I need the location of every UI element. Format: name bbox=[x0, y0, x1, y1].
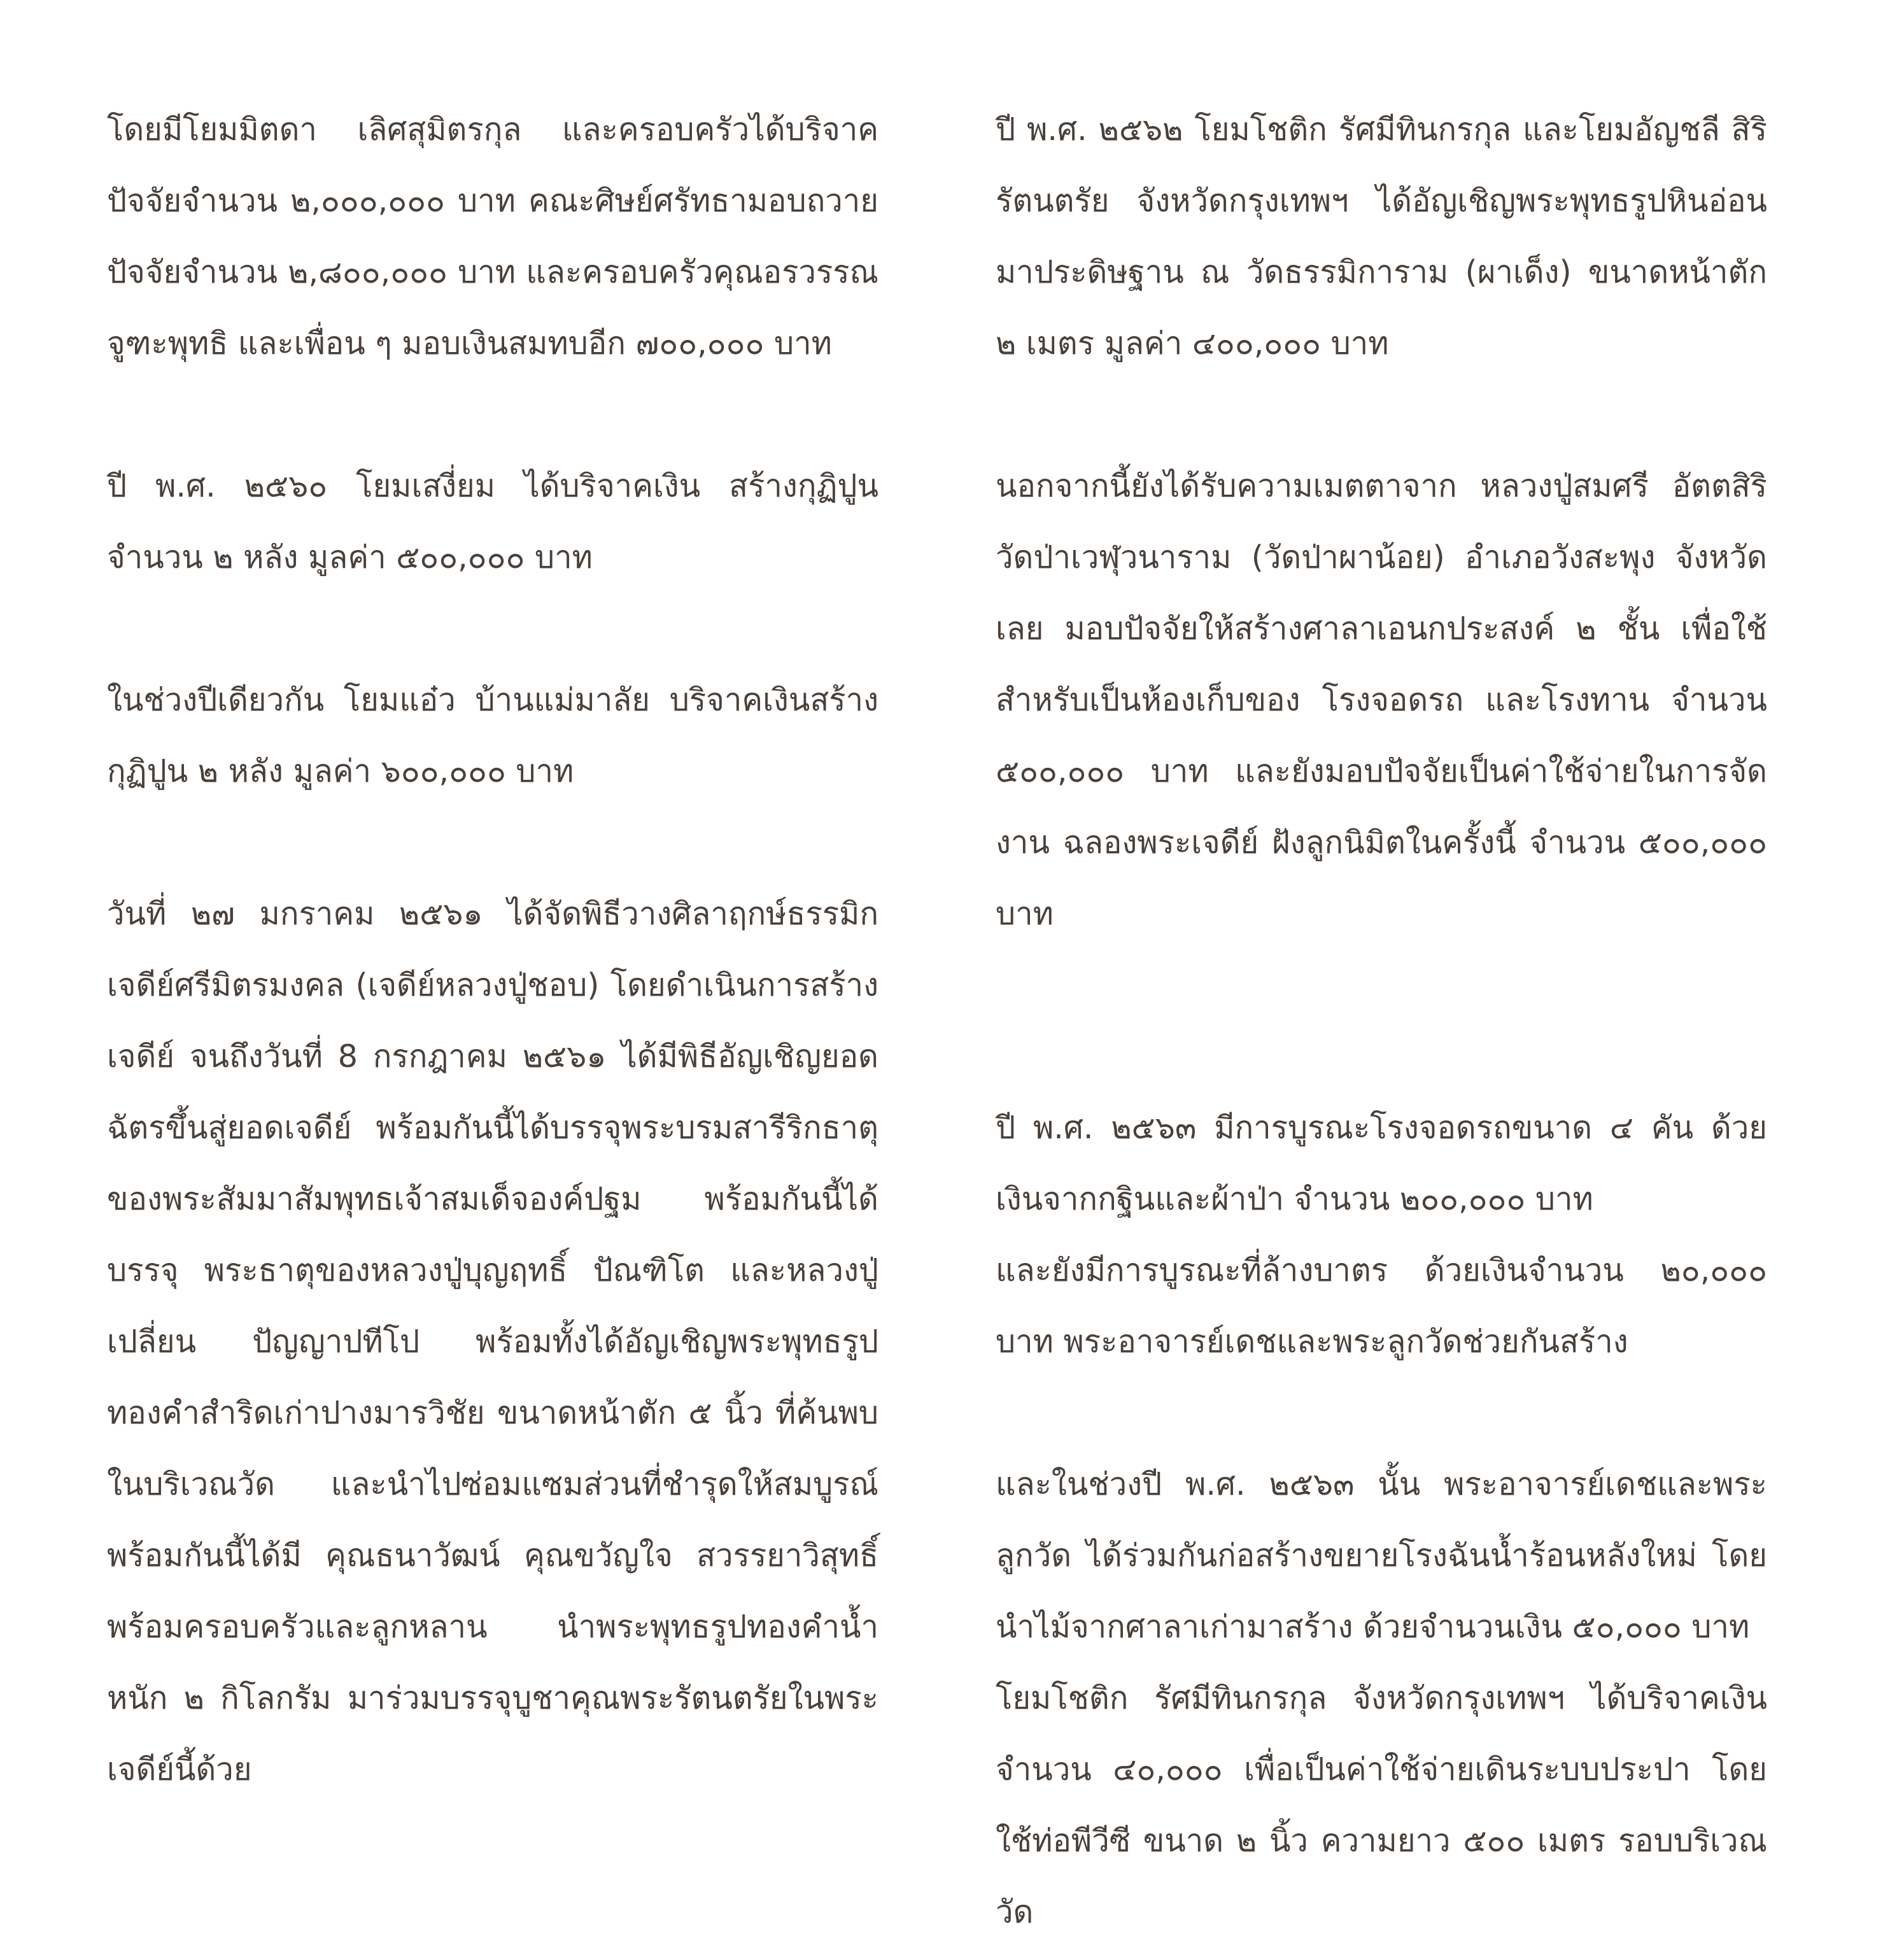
paragraph-spacer bbox=[107, 593, 878, 665]
paragraph-spacer bbox=[996, 379, 1767, 451]
paragraph-spacer bbox=[107, 379, 878, 451]
right-column bbox=[996, 94, 1767, 1948]
left-column bbox=[107, 94, 878, 1805]
paragraph-spacer bbox=[996, 1378, 1767, 1449]
paragraph-kuti-2560: ปี พ.ศ. ๒๕๖๐ โยมเสงี่ยม ได้บริจาคเงิน สร้างกุฏิปูนจำนวน ๒ หลัง มูลค่า ๕๐๐,๐๐๐ บาท bbox=[107, 468, 878, 575]
paragraph-chedi-ceremony: วันที่ ๒๗ มกราคม ๒๕๖๑ ได้จัดพิธีวางศิลาฤกษ์ธรรมิกเจดีย์ศรีมิตรมงคล (เจดีย์หลวงปู่ชอบ) โดยดำเนินการสร้างเจดีย์ จนถึงวันที่ 8 กรกฎาคม ๒๕๖๑ ได้มีพิธีอัญเชิญยอดฉัตรขึ้นสู่ยอดเจดีย์ พร้อมกันนี้ได้บรรจุพระบรมสารีริกธาตุของพระสัมมาสัมพุทธเจ้าสมเด็จองค์ปฐม พร้อมกันนี้ได้บรรจุ พระธาตุของหลวงปู่บุญฤทธิ์ ปัณฑิโต และหลวงปู่เปลี่ยน ปัญญาปทีโป พร้อมทั้งได้อัญเชิญพระพุทธรูปทองคำสำริดเก่าปางมารวิชัย ขนาดหน้าตัก ๕ นิ้ว ที่ค้นพบในบริเวณวัด และนำไปซ่อมแซมส่วนที่ชำรุดให้สมบูรณ์ พร้อมกันนี้ได้มี คุณธนาวัฒน์ คุณขวัญใจ สวรรยาวิสุทธิ์ พร้อมครอบครัวและลูกหลาน นำพระพุทธรูปทองคำน้ำหนัก ๒ กิโลกรัม มาร่วมบรรจุบูชาคุณพระรัตนตรัยในพระเจดีย์นี้ด้วย bbox=[107, 896, 878, 1788]
paragraph-sala-donation: นอกจากนี้ยังได้รับความเมตตาจาก หลวงปู่สมศรี อัตตสิริ วัดป่าเวฬุวนาราม (วัดป่าผาน้อย) อำเภอวังสะพุง จังหวัดเลย มอบปัจจัยให้สร้างศาลาเอนกประสงค์ ๒ ชั้น เพื่อใช้สำหรับเป็นห้องเก็บของ โรงจอดรถ และโรงทาน จำนวน ๕๐๐,๐๐๐ บาท และยังมอบปัจจัยเป็นค่าใช้จ่ายในการจัดงาน ฉลองพระเจดีย์ ฝังลูกนิมิตในครั้งนี้ จำนวน ๕๐๐,๐๐๐ บาท bbox=[996, 468, 1767, 932]
paragraph-marble-buddha-2562: ปี พ.ศ. ๒๕๖๒ โยมโชติก รัศมีทินกรกุล และโยมอัญชลี สิริรัตนตรัย จังหวัดกรุงเทพฯ ได้อัญเชิญพระพุทธรูปหินอ่อนมาประดิษฐาน ณ วัดธรรมิการาม (ผาเด็ง) ขนาดหน้าตัก ๒ เมตร มูลค่า ๔๐๐,๐๐๐ บาท bbox=[996, 111, 1767, 362]
paragraph-spacer bbox=[996, 950, 1767, 1092]
paragraph-kuti-same-year: ในช่วงปีเดียวกัน โยมแอ๋ว บ้านแม่มาลัย บริจาคเงินสร้างกุฏิปูน ๒ หลัง มูลค่า ๖๐๐,๐๐๐ บาท bbox=[107, 682, 878, 789]
paragraph-donation-family: โดยมีโยมมิตดา เลิศสุมิตรกุล และครอบครัวได้บริจาคปัจจัยจำนวน ๒,๐๐๐,๐๐๐ บาท คณะศิษย์ศรัทธามอบถวายปัจจัยจำนวน ๒,๘๐๐,๐๐๐ บาท และครอบครัวคุณอรวรรณ จูฑะพุทธิ และเพื่อน ๆ มอบเงินสมทบอีก ๗๐๐,๐๐๐ บาท bbox=[107, 111, 878, 362]
paragraph-spacer bbox=[107, 807, 878, 879]
paragraph-garage-2563: ปี พ.ศ. ๒๕๖๓ มีการบูรณะโรงจอดรถขนาด ๔ คัน ด้วยเงินจากกฐินและผ้าป่า จำนวน ๒๐๐,๐๐๐ บาท และยังมีการบูรณะที่ล้างบาตร ด้วยเงินจำนวน ๒๐,๐๐๐ บาท พระอาจารย์เดชและพระลูกวัดช่วยกันสร้าง bbox=[996, 1110, 1767, 1360]
paragraph-hall-waterworks: และในช่วงปี พ.ศ. ๒๕๖๓ นั้น พระอาจารย์เดชและพระลูกวัด ได้ร่วมกันก่อสร้างขยายโรงฉันน้ำร้อนหลังใหม่ โดยนำไม้จากศาลาเก่ามาสร้าง ด้วยจำนวนเงิน ๕๐,๐๐๐ บาท โยมโชติก รัศมีทินกรกุล จังหวัดกรุงเทพฯ ได้บริจาคเงินจำนวน ๔๐,๐๐๐ เพื่อเป็นค่าใช้จ่ายเดินระบบประปา โดยใช้ท่อพีวีซี ขนาด ๒ นิ้ว ความยาว ๕๐๐ เมตร รอบบริเวณวัด bbox=[996, 1466, 1767, 1930]
